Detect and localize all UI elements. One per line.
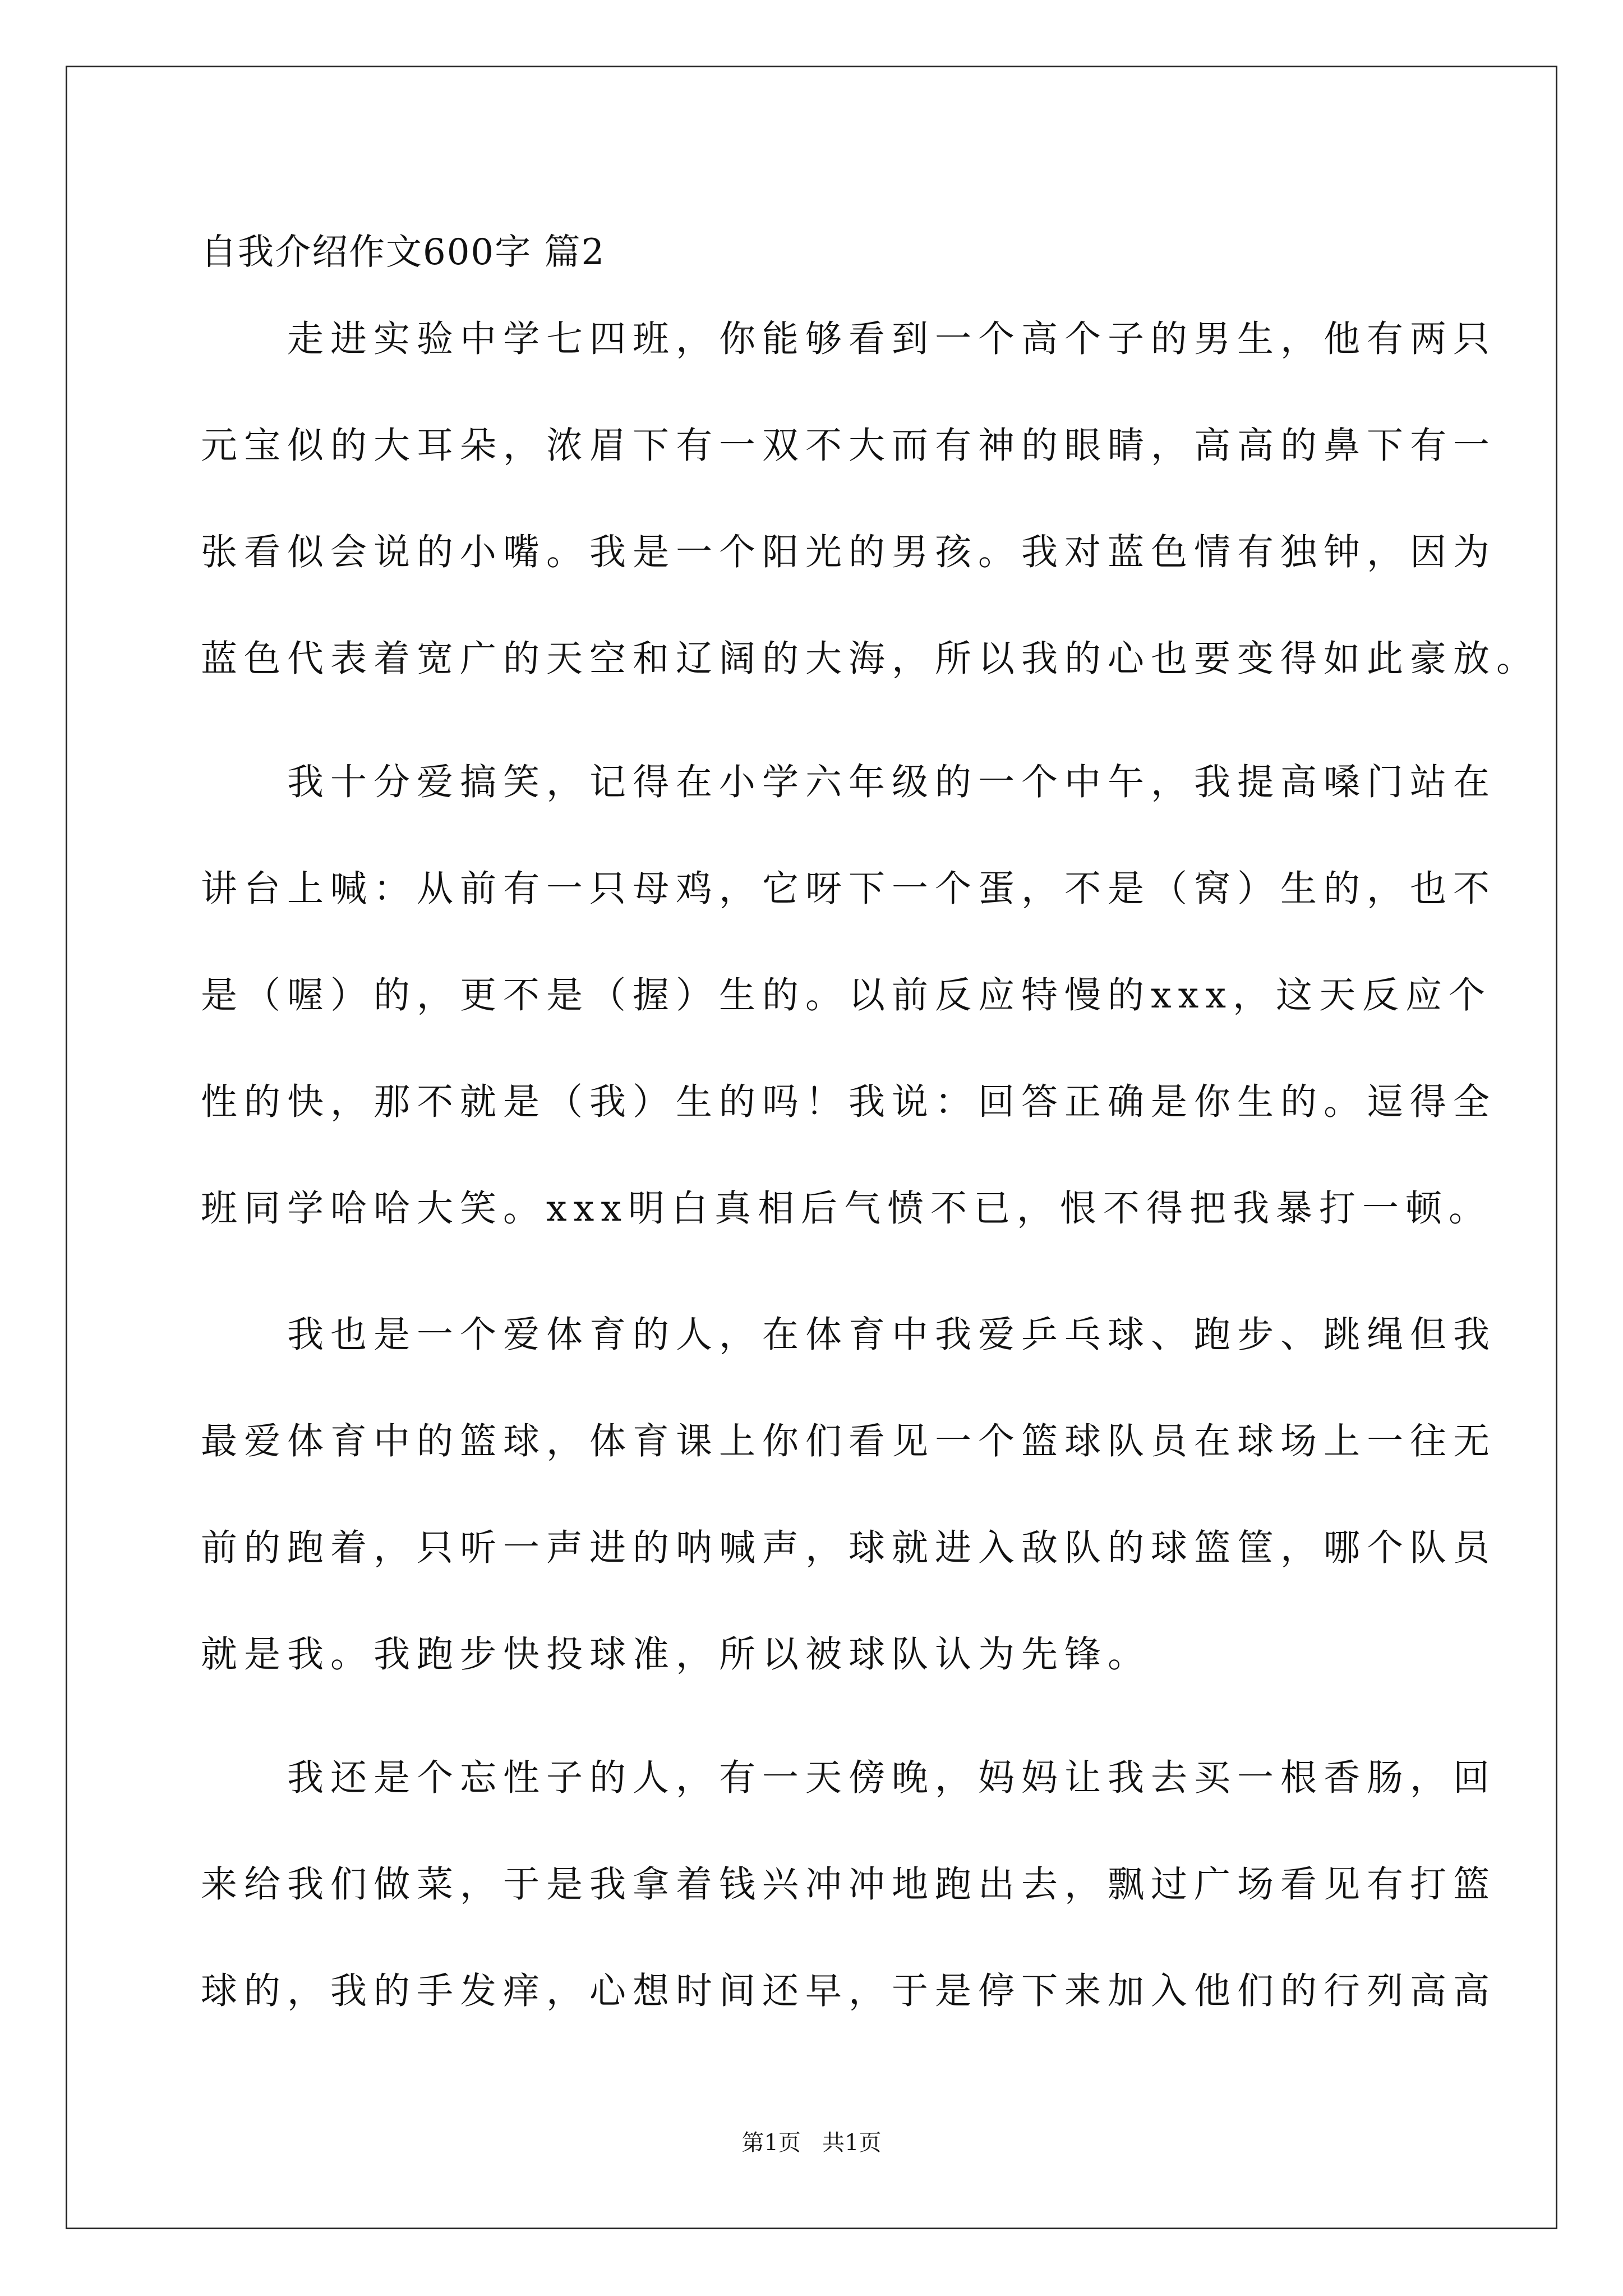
text-line: 我还是个忘性子的人，有一天傍晚，妈妈让我去买一根香肠，回 bbox=[201, 1757, 1497, 1799]
text-line: 性的快，那不就是（我）生的吗！我说：回答正确是你生的。逗得全 bbox=[201, 1081, 1497, 1123]
text-line: 走进实验中学七四班，你能够看到一个高个子的男生，他有两只 bbox=[201, 318, 1497, 360]
text-line: 蓝色代表着宽广的天空和辽阔的大海，所以我的心也要变得如此豪放。 bbox=[201, 638, 1540, 680]
text-line: 是（喔）的，更不是（握）生的。以前反应特慢的xxx，这天反应个 bbox=[201, 974, 1492, 1016]
text-line: 班同学哈哈大笑。xxx明白真相后气愤不已，恨不得把我暴打一顿。 bbox=[201, 1188, 1492, 1230]
text-line: 讲台上喊：从前有一只母鸡，它呀下一个蛋，不是（窝）生的，也不 bbox=[201, 868, 1497, 910]
text-line: 最爱体育中的篮球，体育课上你们看见一个篮球队员在球场上一往无 bbox=[201, 1420, 1497, 1462]
text-line: 就是我。我跑步快投球准，所以被球队认为先锋。 bbox=[201, 1634, 1151, 1676]
text-line: 我也是一个爱体育的人，在体育中我爱乒乓球、跑步、跳绳但我 bbox=[201, 1314, 1497, 1356]
text-line: 来给我们做菜，于是我拿着钱兴冲冲地跑出去，飘过广场看见有打篮 bbox=[201, 1864, 1497, 1906]
text-line: 我十分爱搞笑，记得在小学六年级的一个中午，我提高嗓门站在 bbox=[201, 761, 1497, 803]
text-line: 张看似会说的小嘴。我是一个阳光的男孩。我对蓝色情有独钟，因为 bbox=[201, 531, 1497, 573]
page-footer: 第1页 共1页 bbox=[741, 2130, 882, 2156]
text-line: 球的，我的手发痒，心想时间还早，于是停下来加入他们的行列高高 bbox=[201, 1970, 1497, 2012]
document-title: 自我介绍作文600字 篇2 bbox=[201, 232, 606, 273]
text-line: 元宝似的大耳朵，浓眉下有一双不大而有神的眼睛，高高的鼻下有一 bbox=[201, 425, 1497, 467]
text-line: 前的跑着，只听一声进的呐喊声，球就进入敌队的球篮筐，哪个队员 bbox=[201, 1527, 1497, 1569]
